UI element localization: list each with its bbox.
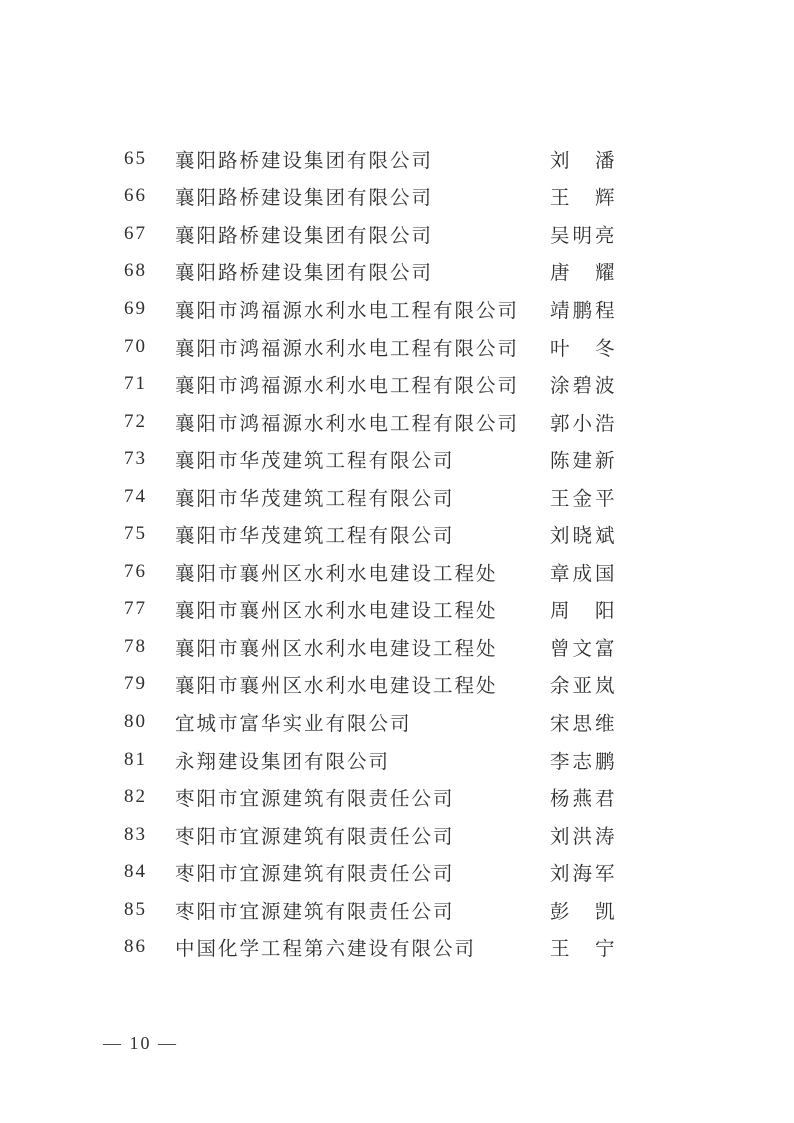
list-item [0, 666, 794, 704]
company-name: 襄阳市襄州区水利水电建设工程处 [175, 638, 498, 660]
company-name: 襄阳路桥建设集团有限公司 [175, 225, 434, 247]
person-name: 刘海军 [550, 864, 618, 886]
roster-list [0, 140, 794, 966]
row-number: 65 [124, 147, 147, 169]
row-number: 76 [124, 560, 147, 582]
list-item [0, 928, 794, 966]
list-item [0, 215, 794, 253]
company-name: 襄阳市鸿福源水利水电工程有限公司 [175, 300, 520, 322]
list-item [0, 403, 794, 441]
page-number: — 10 — [103, 1033, 178, 1053]
company-name: 枣阳市宜源建筑有限责任公司 [175, 826, 455, 848]
list-item [0, 365, 794, 403]
person-name: 王 宁 [550, 939, 618, 961]
row-number: 73 [124, 448, 147, 470]
company-name: 襄阳市襄州区水利水电建设工程处 [175, 563, 498, 585]
list-item [0, 178, 794, 216]
person-name: 涂碧波 [550, 376, 618, 398]
person-name: 刘洪涛 [550, 826, 618, 848]
person-name: 王 辉 [550, 188, 618, 210]
person-name: 李志鹏 [550, 751, 618, 773]
person-name: 郭小浩 [550, 413, 618, 435]
row-number: 78 [124, 635, 147, 657]
list-item [0, 328, 794, 366]
company-name: 襄阳路桥建设集团有限公司 [175, 188, 434, 210]
list-item [0, 553, 794, 591]
list-item [0, 140, 794, 178]
row-number: 71 [124, 373, 147, 395]
person-name: 彭 凯 [550, 901, 618, 923]
company-name: 襄阳路桥建设集团有限公司 [175, 150, 434, 172]
person-name: 唐 耀 [550, 263, 618, 285]
list-item [0, 741, 794, 779]
row-number: 67 [124, 222, 147, 244]
company-name: 襄阳市华茂建筑工程有限公司 [175, 488, 455, 510]
row-number: 86 [124, 936, 147, 958]
row-number: 69 [124, 297, 147, 319]
list-item [0, 778, 794, 816]
company-name: 枣阳市宜源建筑有限责任公司 [175, 864, 455, 886]
list-item [0, 478, 794, 516]
person-name: 周 阳 [550, 601, 618, 623]
person-name: 余亚岚 [550, 676, 618, 698]
list-item [0, 253, 794, 291]
company-name: 襄阳市华茂建筑工程有限公司 [175, 526, 455, 548]
person-name: 王金平 [550, 488, 618, 510]
person-name: 宋思维 [550, 713, 618, 735]
person-name: 吴明亮 [550, 225, 618, 247]
row-number: 84 [124, 861, 147, 883]
company-name: 襄阳路桥建设集团有限公司 [175, 263, 434, 285]
row-number: 68 [124, 260, 147, 282]
row-number: 75 [124, 523, 147, 545]
list-item [0, 591, 794, 629]
person-name: 章成国 [550, 563, 618, 585]
company-name: 宜城市富华实业有限公司 [175, 713, 412, 735]
company-name: 襄阳市襄州区水利水电建设工程处 [175, 676, 498, 698]
company-name: 襄阳市襄州区水利水电建设工程处 [175, 601, 498, 623]
company-name: 中国化学工程第六建设有限公司 [175, 939, 477, 961]
row-number: 70 [124, 335, 147, 357]
list-item [0, 816, 794, 854]
person-name: 刘 潘 [550, 150, 618, 172]
list-item [0, 440, 794, 478]
list-item [0, 290, 794, 328]
list-item [0, 703, 794, 741]
list-item [0, 515, 794, 553]
list-item [0, 891, 794, 929]
person-name: 陈建新 [550, 451, 618, 473]
person-name: 靖鹏程 [550, 300, 618, 322]
person-name: 刘晓斌 [550, 526, 618, 548]
person-name: 杨燕君 [550, 789, 618, 811]
company-name: 襄阳市鸿福源水利水电工程有限公司 [175, 338, 520, 360]
company-name: 枣阳市宜源建筑有限责任公司 [175, 789, 455, 811]
row-number: 80 [124, 710, 147, 732]
company-name: 襄阳市鸿福源水利水电工程有限公司 [175, 413, 520, 435]
row-number: 79 [124, 673, 147, 695]
list-item [0, 628, 794, 666]
row-number: 85 [124, 898, 147, 920]
person-name: 叶 冬 [550, 338, 618, 360]
company-name: 枣阳市宜源建筑有限责任公司 [175, 901, 455, 923]
row-number: 83 [124, 823, 147, 845]
person-name: 曾文富 [550, 638, 618, 660]
row-number: 81 [124, 748, 147, 770]
list-item [0, 853, 794, 891]
company-name: 襄阳市华茂建筑工程有限公司 [175, 451, 455, 473]
row-number: 74 [124, 485, 147, 507]
row-number: 77 [124, 598, 147, 620]
row-number: 72 [124, 410, 147, 432]
company-name: 永翔建设集团有限公司 [175, 751, 391, 773]
row-number: 82 [124, 786, 147, 808]
row-number: 66 [124, 185, 147, 207]
company-name: 襄阳市鸿福源水利水电工程有限公司 [175, 376, 520, 398]
